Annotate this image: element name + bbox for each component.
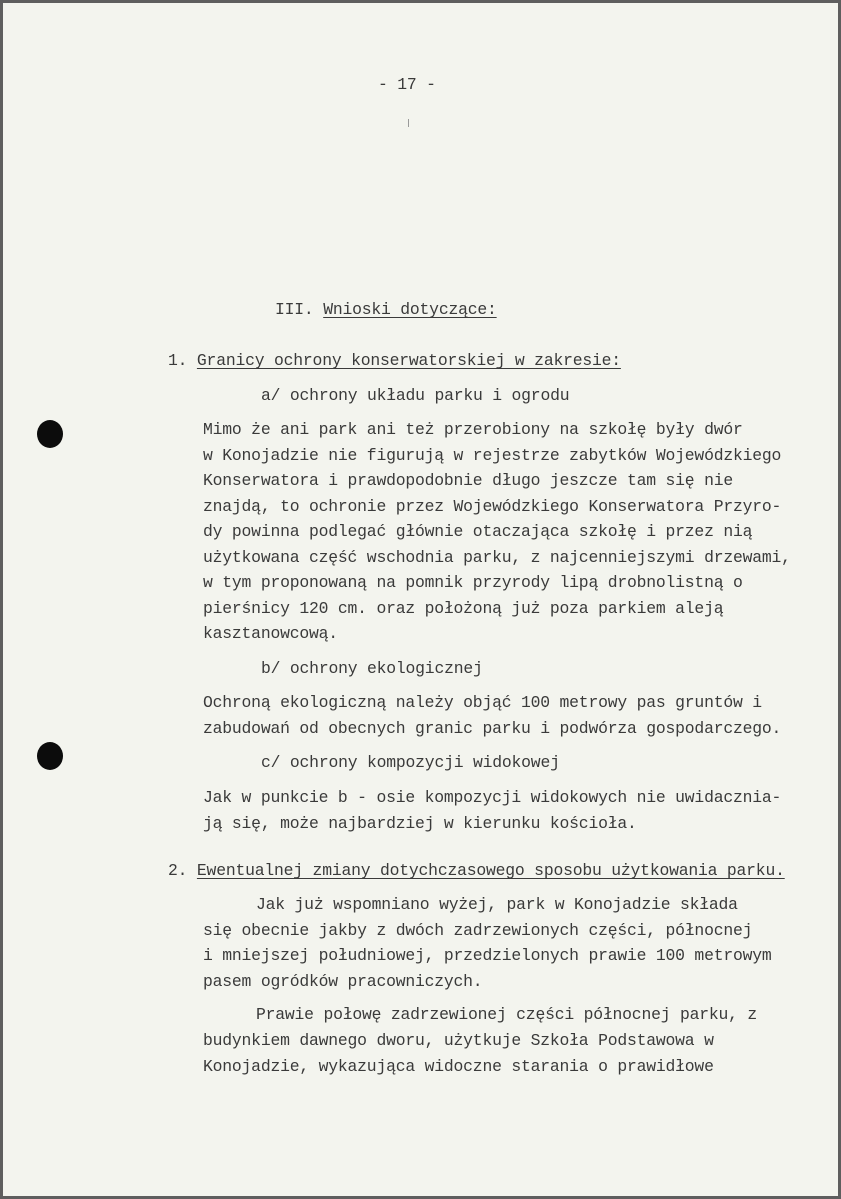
- section-heading-prefix: III.: [275, 300, 314, 319]
- item-1-number: 1.: [168, 351, 188, 370]
- para-a-line: Konserwatora i prawdopodobnie długo jeszcze tam się nie: [203, 471, 733, 490]
- punch-hole: [37, 742, 63, 770]
- stray-mark: [408, 119, 409, 127]
- item-1-title: Granicy ochrony konserwatorskiej w zakresie:: [196, 351, 621, 370]
- item-2-heading: [168, 861, 785, 881]
- para-a-line: w Konojadzie nie figurują w rejestrze zabytków Wojewódzkiego: [203, 446, 782, 465]
- para-2a-line: się obecnie jakby z dwóch zadrzewionych części, północnej: [203, 921, 753, 940]
- para-2b-line: budynkiem dawnego dworu, użytkuje Szkoła Podstawowa w: [203, 1031, 714, 1050]
- para-2b-line: Konojadzie, wykazująca widoczne starania o prawidłowe: [203, 1057, 714, 1076]
- para-c-line: Jak w punkcie b - osie kompozycji widokowych nie uwidacznia-: [203, 788, 782, 807]
- subsection-a-label: a/ ochrony układu parku i ogrodu: [261, 386, 570, 405]
- para-b-line: Ochroną ekologiczną należy objąć 100 metrowy pas gruntów i: [203, 693, 762, 712]
- page-number: - 17 -: [378, 75, 436, 94]
- para-a-line: znajdą, to ochronie przez Wojewódzkiego Konserwatora Przyro-: [203, 497, 782, 516]
- para-a-line: w tym proponowaną na pomnik przyrody lipą drobnolistną o: [203, 573, 743, 592]
- para-c-line: ją się, może najbardziej w kierunku kościoła.: [203, 814, 637, 833]
- para-b-line: zabudowań od obecnych granic parku i podwórza gospodarczego.: [203, 719, 782, 738]
- subsection-c-label: c/ ochrony kompozycji widokowej: [261, 753, 560, 772]
- para-2b-line: Prawie połowę zadrzewionej części północnej parku, z: [256, 1005, 758, 1024]
- para-2a-line: pasem ogródków pracowniczych.: [203, 972, 483, 991]
- item-2-title: Ewentualnej zmiany dotychczasowego sposobu użytkowania parku.: [196, 861, 785, 880]
- para-a-line: Mimo że ani park ani też przerobiony na szkołę były dwór: [203, 420, 743, 439]
- para-2a-line: i mniejszej południowej, przedzielonych prawie 100 metrowym: [203, 946, 772, 965]
- item-1-heading: [168, 351, 621, 371]
- document-page: [3, 3, 838, 1196]
- punch-hole: [37, 420, 63, 448]
- para-2a-line: Jak już wspomniano wyżej, park w Konojadzie składa: [256, 895, 738, 914]
- para-a-line: kasztanowcową.: [203, 624, 338, 643]
- section-heading-title: Wnioski dotyczące:: [323, 300, 497, 319]
- section-heading: [275, 300, 497, 320]
- item-2-number: 2.: [168, 861, 188, 880]
- para-a-line: dy powinna podlegać głównie otaczająca szkołę i przez nią: [203, 522, 753, 541]
- para-a-line: użytkowana część wschodnia parku, z najcenniejszymi drzewami,: [203, 548, 791, 567]
- subsection-b-label: b/ ochrony ekologicznej: [261, 659, 483, 678]
- para-a-line: pierśnicy 120 cm. oraz położoną już poza parkiem aleją: [203, 599, 724, 618]
